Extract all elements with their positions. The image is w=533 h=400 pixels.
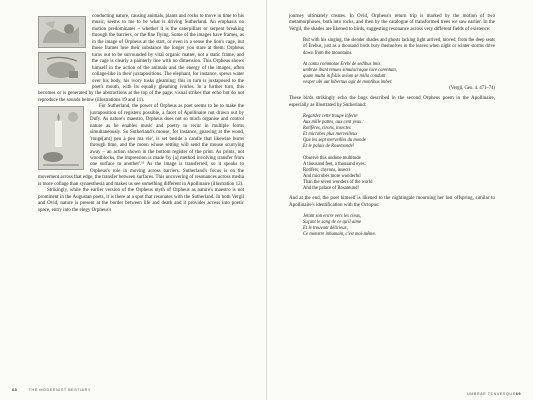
verse-line: Aux mille pattes, aux cent yeux :: [303, 120, 364, 126]
verse-line: At cantu commotae Erebi de sedibus imis: [303, 61, 381, 67]
body-paragraph: And at the end, the poet himself is likened to the nightingale mourning her lost offspring, similar to Apollinaire's identification with the Octopus:: [289, 196, 495, 208]
figure-orpheus-lyre: [38, 52, 86, 84]
running-head: THE MODERNIST BESTIARY: [28, 388, 91, 392]
block-quote-latin: [303, 62, 495, 86]
verse-line: Et le palais de Rosemonde!: [303, 144, 355, 150]
figure-orpheus-elephant: [38, 16, 86, 48]
verse-line: And the palace of Rosamund!: [303, 186, 359, 192]
right-text-column: [289, 14, 495, 238]
block-quote-french-2: [303, 214, 495, 238]
body-paragraph: For Sutherland, the power of Orpheus as poet seems to be to make the juxtaposition of registers possible, a facet of Apollinaire not drawn out by Dufy. As nature's maestro, Orpheus does not so much organise and control nature as he enables music and poetry to recur in multiple forms simultaneously. So Sutherland's mouse, for instance, gnawing at the wood, 'ronge[ant] peu à peu ma vie', is set beside a candle that likewise burns through time, and the moon whose setting will send the mouse scurrying away – an action shown in the bottom register of the print. As prints, not woodblocks, the impression is made 'by [a] method involving transfer from one surface to another'.¹² As the image is transferred, so it speaks to Orpheus's role in moving across barriers. Sutherland's focus is on the movement across that edge, the transfer between surfaces. This uncovering of resonances across media is more collage than synaesthesia and makes us see something different in Apollinaire (illustration 12).: [38, 104, 244, 187]
body-paragraph: journey ultimately creates. In Ovid, Orpheus's return trip is marked by the motion of two metamorphoses, both into rocks, and then by the catalogue of transformed trees we saw earlier. In the Vergil, the shades are likened to birds, suggesting resonance across very different fields of existence:: [289, 14, 495, 32]
verse-line: A thousand feet, a thousand eyes:: [303, 161, 366, 167]
left-text-column: [38, 14, 244, 214]
verse-line: Et le trouvant délicieux,: [303, 226, 348, 232]
page-number: 69: [515, 392, 521, 396]
verse-line: Rotifers, chyrons, insects: [303, 167, 351, 173]
page-number: 68: [12, 388, 18, 392]
left-page: [0, 0, 266, 400]
verse-line: Rotifères, cirons, insectes: [303, 126, 351, 132]
block-quote-french: [303, 114, 495, 151]
verse-line: Suçant le sang de ce qu'il aime: [303, 220, 362, 226]
verse-line: Que les sept merveilles du monde: [303, 138, 366, 144]
figure-mouse-candle: [38, 106, 84, 170]
body-paragraph: Strikingly, while the earlier version of the Orpheus myth of Orpheus as nature's maestro is not prominent in the Augustan poets, it is there at a spot that resonates with the Sutherland. In both Vergil and Ovid, nature is present at the border between life and death and it provides access into poetic space, entry into the elegy Orpheus's: [38, 188, 244, 213]
verse-line: vesper ubi aut hibernus agit de montibus imber.: [303, 79, 393, 85]
body-paragraph: conducting nature, causing animals, plants and rocks to move in time to his music, seems to me to be what is driving Sutherland. An emphasis on motion predominates – whether it is the caterpillars or serpent breaking through the barriers, or the fine flying. Some of the images have frames, as in the image of Orpheus at the start, or even in a sense the lion's cage, but those frames lose their substance the longer you stare at them: Orpheus turns out to be surrounded by vital organic matter, not a static frame, and the cage is clearly a painterly line with no dimension. This Orpheus shows himself in the action of the animals and the energy of the images, often collage-like in their juxtapositions. The elephant, for instance, spews water over his body, his ivory tusks gleaming; this in turn is juxtaposed to the poet's mouth, with its equally gleaming ivories. In a further turn, this becomes or is generated by the abstractions at the top of the page: visual strikes that echo but do not reproduce the sounds below (illustrations 19 and 11).: [38, 14, 244, 103]
block-quote-english: [303, 156, 495, 193]
verse-line: Than the seven wonders of the world: [303, 179, 373, 185]
verse-line: Et microbes plus merveilleux: [303, 132, 358, 138]
right-page: [267, 0, 533, 400]
citation: (Vergil, Geo. 4. 471–74): [449, 86, 495, 92]
verse-line: Regardez cette troupe infecte: [303, 114, 358, 120]
body-paragraph: These birds strikingly echo the bugs described in the second Orpheus poem in the Apollinaire, especially as illustrated by Sutherland:: [289, 96, 495, 108]
verse-line: Jetant son encre vers les cieux,: [303, 214, 362, 220]
left-footer: [12, 388, 91, 392]
block-quote-translation: But with his singing, the slender shades and ghosts lacking light arrived, moved, from the deep seats of Erebus, just as a thousand birds bury themselves in the leaves when night or winter storms drive down from the mountains.: [303, 38, 495, 56]
running-head: UMBRAE TENVESQUE: [467, 392, 516, 396]
verse-line: Observe this undone multitude: [303, 155, 361, 161]
verse-line: quam multa in foliis avium se milia condunt: [303, 73, 386, 79]
verse-line: Ce monstre inhumain, c'est moi-même.: [303, 232, 376, 238]
verse-line: And microbes more wonderful: [303, 173, 361, 179]
verse-line: umbrae ibant tenues simulacraque luce carentum,: [303, 67, 397, 73]
